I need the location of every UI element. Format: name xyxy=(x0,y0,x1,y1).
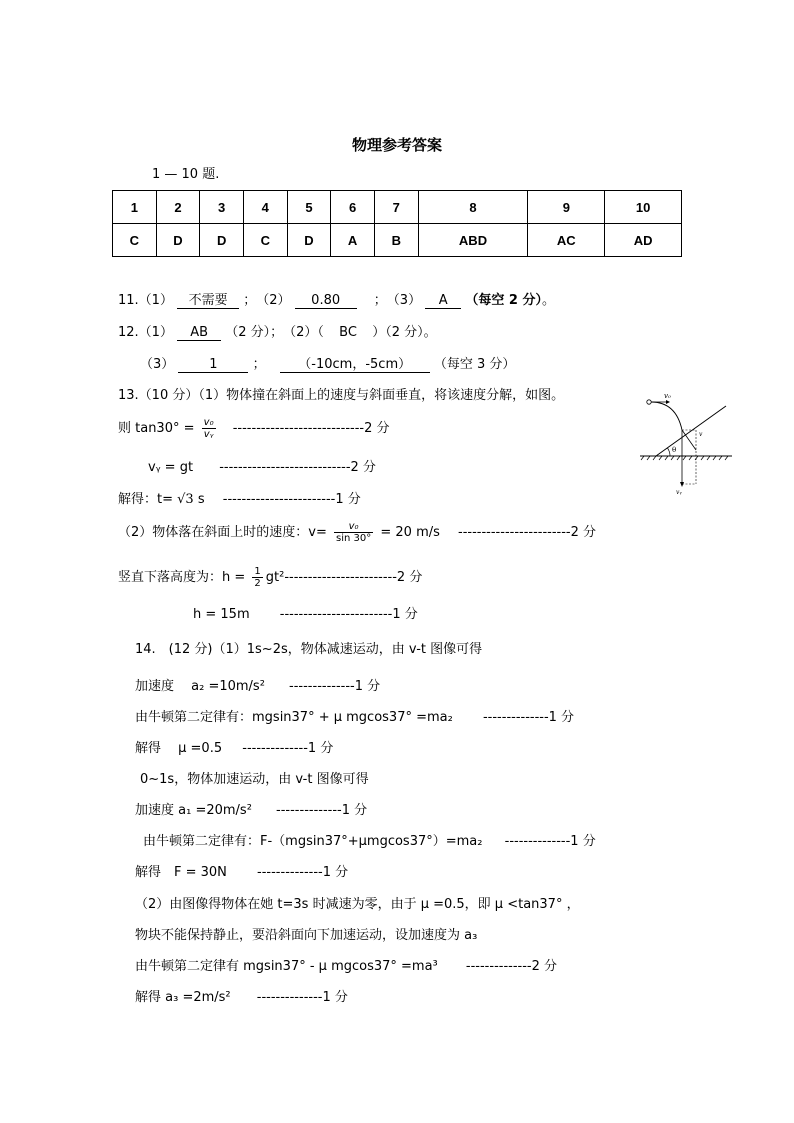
q11-line xyxy=(118,292,555,310)
q11-answer-2: 0.80 xyxy=(295,293,357,309)
q14-score: --------------1 分 xyxy=(242,741,334,756)
fraction-denominator: 2 xyxy=(254,578,261,589)
q14-score: --------------1 分 xyxy=(276,803,368,818)
q11-end: 。 xyxy=(541,293,555,308)
table-cell: B xyxy=(374,224,418,257)
q14-text: 解得 F = 30N xyxy=(135,865,227,880)
q14-score: --------------2 分 xyxy=(465,959,557,974)
q13-line-2 xyxy=(118,416,389,442)
q14-text: 由牛顿第二定律有：mgsin37° + μ mgcos37° =ma₂ xyxy=(135,710,453,725)
incline-diagram xyxy=(636,386,736,506)
table-cell: 8 xyxy=(418,191,528,224)
table-cell: D xyxy=(200,224,244,257)
q14-line-1: 14. (12 分)（1）1s~2s，物体减速运动，由 v-t 图像可得 xyxy=(135,642,483,657)
q14-text: 加速度 a₁ =20m/s² xyxy=(135,803,252,818)
q14-text: 加速度 a₂ =10m/s² xyxy=(135,679,265,694)
fraction-v0-sin30 xyxy=(334,521,373,544)
page-title: 物理参考答案 xyxy=(351,136,442,154)
q14-line-3 xyxy=(135,709,574,727)
mc-answer-table xyxy=(112,190,682,257)
q12-answer-1: AB xyxy=(177,325,221,341)
q14-line-7 xyxy=(143,833,596,851)
table-cell: ABD xyxy=(418,224,528,257)
q11-sep: ； （3） xyxy=(360,293,422,308)
table-cell: D xyxy=(287,224,331,257)
q14-score: --------------1 分 xyxy=(256,990,348,1005)
q12-answer-2: BC xyxy=(339,325,357,340)
q14-line-4 xyxy=(135,740,333,758)
q12-answer-3: 1 xyxy=(178,357,248,373)
q13-text: （2）物体落在斜面上时的速度：v= xyxy=(118,525,327,540)
q12-score: ）（2 分）。 xyxy=(372,325,437,340)
q12-prefix: （3） xyxy=(140,357,175,372)
q13-text: gt² xyxy=(265,570,285,585)
v-label: v xyxy=(699,431,703,438)
table-cell: 1 xyxy=(113,191,157,224)
q12-sep: ； xyxy=(252,357,266,372)
q13-line-5 xyxy=(118,520,596,546)
q13-score: ------------------------2 分 xyxy=(284,570,423,585)
vy-label: vᵧ xyxy=(676,489,682,496)
fraction-v0-vy xyxy=(202,417,216,440)
table-cell: A xyxy=(331,224,375,257)
q13-text: = 20 m/s xyxy=(380,525,440,540)
q11-sep: ； （2） xyxy=(243,293,291,308)
table-cell: 2 xyxy=(156,191,200,224)
q14-line-9: （2）由图像得物体在她 t=3s 时减速为零，由于 μ =0.5，即 μ <tan37° ， xyxy=(135,897,580,912)
q14-text: 由牛顿第二定律有 mgsin37° - μ mgcos37° =ma³ xyxy=(135,959,438,974)
q13-text: 竖直下落高度为：h = xyxy=(118,570,246,585)
q14-score: --------------1 分 xyxy=(482,710,575,725)
q14-score: --------------1 分 xyxy=(289,679,381,694)
fraction-denominator: sin 30° xyxy=(336,533,372,544)
q14-text: 由牛顿第二定律有：F-（mgsin37°+μmgcos37°）=ma₂ xyxy=(143,834,483,849)
table-cell: 6 xyxy=(331,191,375,224)
q14-score: --------------1 分 xyxy=(257,865,349,880)
q13-text: 则 tan30° = xyxy=(118,421,195,436)
table-cell: C xyxy=(113,224,157,257)
q12-line-2 xyxy=(140,356,515,374)
q14-text: 解得 a₃ =2m/s² xyxy=(135,990,231,1005)
q14-line-2 xyxy=(135,678,380,696)
table-cell: 5 xyxy=(287,191,331,224)
q12-answer-4: （-10cm，-5cm） xyxy=(280,357,430,373)
q14-score: --------------1 分 xyxy=(504,834,596,849)
table-row-answers xyxy=(113,224,682,257)
q12-score-note: （每空 3 分） xyxy=(433,357,516,372)
q14-line-6 xyxy=(135,802,367,820)
q11-score-note: （每空 2 分） xyxy=(465,293,542,308)
table-cell: C xyxy=(243,224,287,257)
fraction-numerator: v₀ xyxy=(334,521,373,533)
q11-answer-3: A xyxy=(425,293,461,309)
table-row-numbers xyxy=(113,191,682,224)
table-cell: 3 xyxy=(200,191,244,224)
q12-line-1 xyxy=(118,324,437,342)
q12-prefix: 12.（1） xyxy=(118,325,173,340)
theta-label: θ xyxy=(672,446,677,454)
table-cell: 9 xyxy=(528,191,605,224)
q13-line-6 xyxy=(118,565,422,591)
q14-text: 解得 μ =0.5 xyxy=(135,741,223,756)
q14-line-10: 物块不能保持静止，要沿斜面向下加速运动，设加速度为 a₃ xyxy=(135,928,478,943)
q13-score: ------------------------1 分 xyxy=(222,492,361,507)
sqrt3-value: √3 xyxy=(177,492,194,507)
q14-line-5: 0~1s，物体加速运动，由 v-t 图像可得 xyxy=(140,772,369,787)
q13-score: ----------------------------2 分 xyxy=(232,421,390,436)
q13-line-7 xyxy=(193,606,418,624)
table-cell: 4 xyxy=(243,191,287,224)
q13-line-4 xyxy=(118,491,361,509)
q13-text: 解得：t= xyxy=(118,492,178,507)
q13-score: ----------------------------2 分 xyxy=(219,460,376,475)
table-cell: AC xyxy=(528,224,605,257)
q13-line-3 xyxy=(148,459,376,477)
q13-text: h = 15m xyxy=(193,607,250,622)
q14-line-11 xyxy=(135,958,557,976)
q14-line-12 xyxy=(135,989,348,1007)
q12-score: （2 分）； （2）（ xyxy=(225,325,324,340)
table-cell: AD xyxy=(605,224,682,257)
q11-answer-1: 不需要 xyxy=(177,293,239,309)
q13-line-1: 13.（10 分）（1）物体撞在斜面上的速度与斜面垂直，将该速度分解，如图。 xyxy=(118,388,565,403)
q13-text: vᵧ = gt xyxy=(148,460,194,475)
q11-prefix: 11.（1） xyxy=(118,293,173,308)
fraction-numerator: v₀ xyxy=(203,417,214,428)
table-cell: D xyxy=(156,224,200,257)
q13-score: ------------------------2 分 xyxy=(458,525,597,540)
table-cell: 7 xyxy=(374,191,418,224)
q13-score: ------------------------1 分 xyxy=(279,607,418,622)
fraction-numerator: 1 xyxy=(254,566,261,577)
mc-heading: 1 — 10 题. xyxy=(152,167,220,182)
fraction-half xyxy=(252,566,262,589)
fraction-denominator: vᵧ xyxy=(203,429,214,440)
table-cell: 10 xyxy=(605,191,682,224)
q14-line-8 xyxy=(135,864,348,882)
q13-unit: s xyxy=(197,492,205,507)
v0-label: v₀ xyxy=(664,392,671,400)
